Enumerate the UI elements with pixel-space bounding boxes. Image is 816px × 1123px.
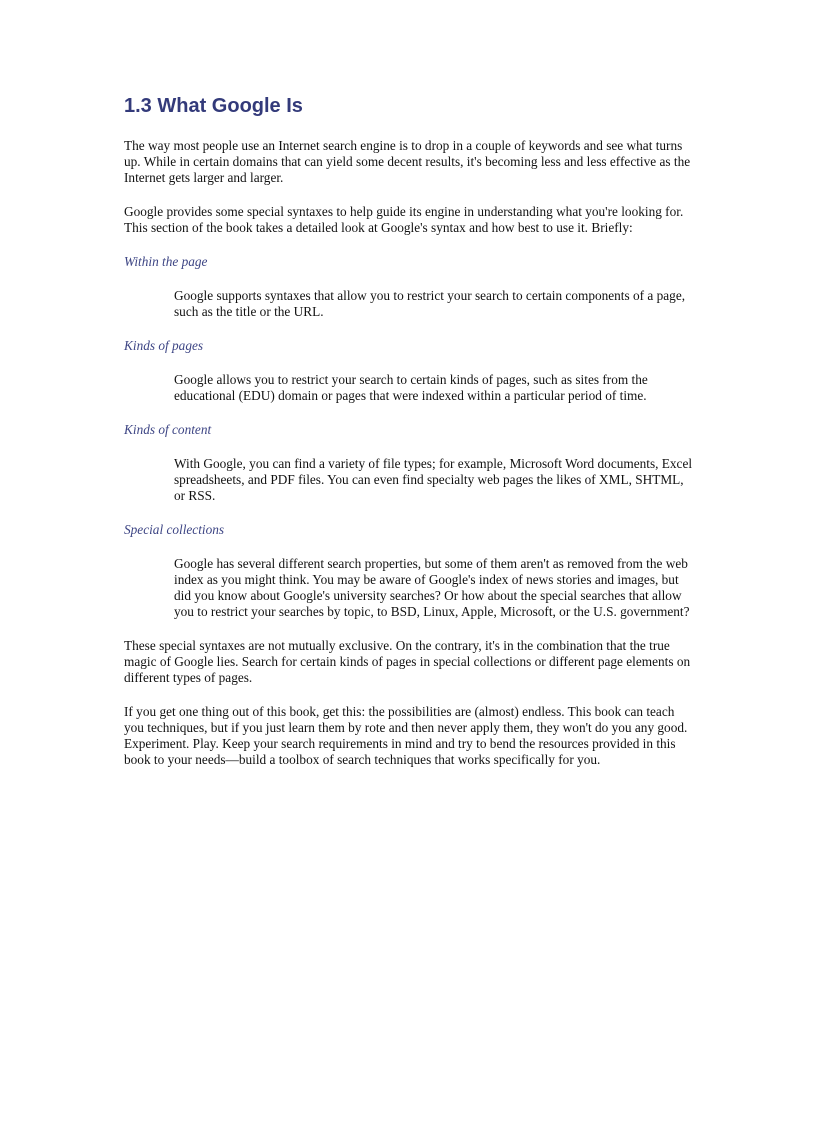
- definition-within-the-page: Google supports syntaxes that allow you to restrict your search to certain components of a page, such as the title or the URL.: [174, 288, 686, 319]
- intro-paragraph-2: Google provides some special syntaxes to help guide its engine in understanding what you're looking for. This section of the book takes a detailed look at Google's syntax and how best to use it. Briefly:: [124, 204, 684, 235]
- section-title: 1.3 What Google Is: [124, 95, 303, 117]
- intro-paragraph-1: The way most people use an Internet search engine is to drop in a couple of keywords and see what turns up. While in certain domains that can yield some decent results, it's becoming less and less effective as the Internet gets larger and larger.: [124, 138, 691, 185]
- term-special-collections: Special collections: [124, 522, 225, 537]
- closing-paragraph-2: If you get one thing out of this book, get this: the possibilities are (almost) endless. This book can teach you techniques, but if you just learn them by rote and then never apply them, they won't do you any good. Experiment. Play. Keep your search requirements in mind and try to bend the resources provided in this book to your needs—build a toolbox of search techniques that works specifically for you.: [124, 704, 688, 767]
- closing-paragraph-1: These special syntaxes are not mutually exclusive. On the contrary, it's in the combination that the true magic of Google lies. Search for certain kinds of pages in special collections or different page elements on different types of pages.: [124, 638, 691, 685]
- term-within-the-page: Within the page: [124, 254, 208, 269]
- syntax-term-list: [124, 254, 694, 620]
- term-kinds-of-pages: Kinds of pages: [124, 338, 204, 353]
- definition-special-collections: Google has several different search properties, but some of them aren't as removed from the web index as you might think. You may be aware of Google's index of news stories and images, but did you know about Google's university searches? Or how about the special searches that allow you to restrict your searches by topic, to BSD, Linux, Apple, Microsoft, or the U.S. government?: [174, 556, 690, 619]
- term-kinds-of-content: Kinds of content: [124, 422, 212, 437]
- document-page: [124, 93, 694, 786]
- definition-kinds-of-pages: Google allows you to restrict your search to certain kinds of pages, such as sites from the educational (EDU) domain or pages that were indexed within a particular period of time.: [174, 372, 648, 403]
- definition-kinds-of-content: With Google, you can find a variety of file types; for example, Microsoft Word documents, Excel spreadsheets, and PDF files. You can even find specialty web pages the likes of XML, SHTML, or RSS.: [174, 456, 693, 503]
